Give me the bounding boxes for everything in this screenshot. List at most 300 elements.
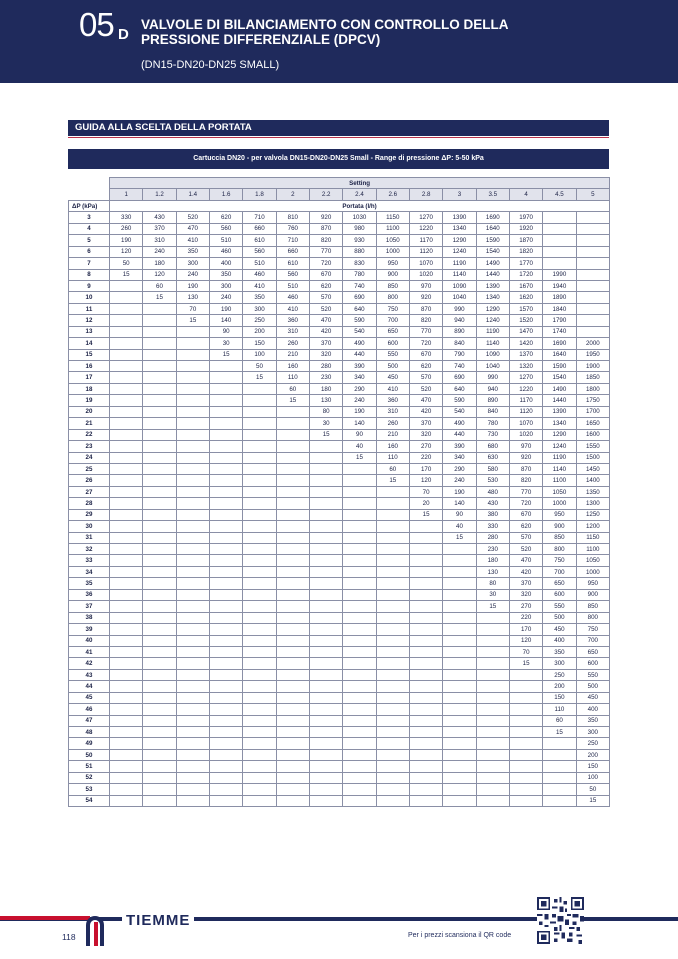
flow-cell: 1920: [509, 223, 542, 234]
flow-cell: [143, 372, 176, 383]
table-row: [69, 727, 610, 738]
flow-cell: 1050: [376, 235, 409, 246]
flow-cell: [443, 555, 476, 566]
flow-cell: 1270: [509, 372, 542, 383]
flow-cell: [209, 509, 242, 520]
flow-cell: [209, 532, 242, 543]
flow-cell: 1590: [543, 361, 576, 372]
flow-cell: 610: [243, 235, 276, 246]
flow-cell: [209, 544, 242, 555]
flow-cell: 50: [243, 361, 276, 372]
table-row: [69, 795, 610, 806]
flow-cell: [409, 749, 442, 760]
flow-cell: [409, 692, 442, 703]
flow-cell: 900: [543, 521, 576, 532]
flow-cell: [376, 578, 409, 589]
flow-cell: 740: [443, 361, 476, 372]
flow-cell: 880: [343, 246, 376, 257]
flow-cell: [476, 669, 509, 680]
flow-cell: 420: [409, 406, 442, 417]
table-row: [69, 646, 610, 657]
flow-cell: 220: [409, 452, 442, 463]
flow-cell: 410: [376, 383, 409, 394]
setting-header-cell: 1.8: [243, 189, 276, 200]
flow-cell: 1390: [476, 280, 509, 291]
flow-cell: [143, 669, 176, 680]
table-row: [69, 315, 610, 326]
flow-cell: [276, 772, 309, 783]
flow-cell: 1390: [443, 212, 476, 223]
flow-cell: [243, 727, 276, 738]
table-row: [69, 601, 610, 612]
flow-cell: 840: [443, 338, 476, 349]
flow-cell: [343, 669, 376, 680]
flow-cell: [409, 624, 442, 635]
dp-cell: 8: [69, 269, 110, 280]
dp-cell: 14: [69, 338, 110, 349]
flow-cell: 210: [276, 349, 309, 360]
flow-cell: [143, 361, 176, 372]
flow-cell: [209, 361, 242, 372]
flow-cell: [143, 601, 176, 612]
flow-cell: [143, 452, 176, 463]
flow-cell: [443, 784, 476, 795]
flow-cell: [376, 601, 409, 612]
dp-cell: 39: [69, 624, 110, 635]
flow-cell: 810: [276, 212, 309, 223]
flow-cell: [176, 601, 209, 612]
flow-cell: [376, 658, 409, 669]
title-line-1: VALVOLE DI BILANCIAMENTO CON CONTROLLO DELLA: [141, 17, 509, 32]
dp-cell: 3: [69, 212, 110, 223]
flow-cell: [509, 727, 542, 738]
flow-cell: [176, 361, 209, 372]
flow-cell: [209, 601, 242, 612]
flow-cell: [209, 406, 242, 417]
flow-cell: [343, 784, 376, 795]
flow-cell: 540: [343, 326, 376, 337]
flow-cell: [376, 681, 409, 692]
dp-cell: 35: [69, 578, 110, 589]
flow-cell: 170: [409, 463, 442, 474]
flow-cell: 70: [176, 303, 209, 314]
flow-cell: [376, 589, 409, 600]
flow-cell: 890: [443, 326, 476, 337]
flow-cell: 15: [309, 429, 342, 440]
flow-cell: [576, 246, 610, 257]
dp-cell: 4: [69, 223, 110, 234]
flow-cell: 30: [309, 418, 342, 429]
flow-cell: [276, 544, 309, 555]
flow-cell: 1870: [509, 235, 542, 246]
flow-cell: [176, 624, 209, 635]
flow-cell: [143, 635, 176, 646]
flow-cell: [443, 601, 476, 612]
flow-cell: [576, 315, 610, 326]
flow-cell: [243, 578, 276, 589]
setting-header-cell: 2.2: [309, 189, 342, 200]
table-row: [69, 349, 610, 360]
table-row: [69, 372, 610, 383]
flow-cell: 60: [543, 715, 576, 726]
flow-cell: [143, 589, 176, 600]
flow-cell: 820: [309, 235, 342, 246]
setting-header-cell: 1.2: [143, 189, 176, 200]
flow-cell: 1890: [543, 292, 576, 303]
flow-cell: [309, 749, 342, 760]
flow-cell: 1340: [443, 223, 476, 234]
flow-cell: [143, 429, 176, 440]
flow-cell: [576, 292, 610, 303]
flow-cell: [243, 681, 276, 692]
flow-cell: 870: [509, 463, 542, 474]
flow-cell: 140: [443, 498, 476, 509]
flow-cell: 720: [409, 338, 442, 349]
flow-cell: 1640: [476, 223, 509, 234]
flow-cell: 460: [243, 269, 276, 280]
flow-cell: [509, 704, 542, 715]
flow-cell: [110, 280, 143, 291]
flow-cell: 1120: [509, 406, 542, 417]
flow-cell: 490: [343, 338, 376, 349]
flow-cell: [509, 772, 542, 783]
flow-cell: [376, 544, 409, 555]
flow-cell: [110, 578, 143, 589]
table-row: [69, 738, 610, 749]
flow-cell: 390: [343, 361, 376, 372]
flow-cell: [376, 795, 409, 806]
flow-cell: [309, 498, 342, 509]
flow-cell: 1070: [509, 418, 542, 429]
flow-cell: [276, 669, 309, 680]
flow-cell: 1140: [543, 463, 576, 474]
flow-cell: [443, 544, 476, 555]
flow-cell: 1220: [409, 223, 442, 234]
flow-cell: 680: [476, 441, 509, 452]
flow-cell: 15: [376, 475, 409, 486]
flow-cell: [276, 589, 309, 600]
flow-cell: [176, 521, 209, 532]
table-row: [69, 521, 610, 532]
flow-cell: [276, 727, 309, 738]
qr-code-icon[interactable]: [537, 897, 584, 944]
flow-cell: 260: [276, 338, 309, 349]
dp-cell: 49: [69, 738, 110, 749]
dp-cell: 52: [69, 772, 110, 783]
flow-cell: 1290: [476, 303, 509, 314]
flow-cell: [209, 521, 242, 532]
flow-cell: 40: [443, 521, 476, 532]
dp-cell: 40: [69, 635, 110, 646]
flow-cell: [209, 372, 242, 383]
flow-cell: [209, 589, 242, 600]
flow-cell: 560: [243, 246, 276, 257]
flow-cell: [343, 612, 376, 623]
flow-cell: [309, 555, 342, 566]
flow-cell: [110, 338, 143, 349]
flow-cell: [110, 498, 143, 509]
flow-cell: 570: [409, 372, 442, 383]
dp-cell: 15: [69, 349, 110, 360]
flow-cell: 870: [309, 223, 342, 234]
flow-cell: [110, 463, 143, 474]
flow-cell: 20: [409, 498, 442, 509]
setting-header-cell: 2.4: [343, 189, 376, 200]
flow-cell: 100: [576, 772, 610, 783]
dp-cell: 30: [69, 521, 110, 532]
flow-cell: [176, 635, 209, 646]
flow-cell: [176, 727, 209, 738]
table-row: [69, 463, 610, 474]
flow-cell: 700: [576, 635, 610, 646]
flow-cell: [409, 795, 442, 806]
flow-cell: 15: [243, 372, 276, 383]
flow-cell: [176, 509, 209, 520]
flow-cell: [209, 612, 242, 623]
flow-cell: [110, 624, 143, 635]
setting-label: Setting: [110, 178, 610, 189]
flow-cell: [243, 749, 276, 760]
flow-cell: [243, 429, 276, 440]
flow-cell: [110, 612, 143, 623]
flow-cell: [376, 715, 409, 726]
flow-cell: [409, 532, 442, 543]
flow-cell: [110, 292, 143, 303]
table-row: [69, 292, 610, 303]
flow-cell: 1750: [576, 395, 610, 406]
flow-cell: 200: [243, 326, 276, 337]
flow-cell: [110, 669, 143, 680]
flow-cell: 280: [476, 532, 509, 543]
flow-cell: 1340: [543, 418, 576, 429]
flow-cell: 180: [143, 258, 176, 269]
flow-cell: [409, 658, 442, 669]
flow-cell: 1550: [576, 441, 610, 452]
flow-cell: 160: [276, 361, 309, 372]
flow-cell: [243, 463, 276, 474]
dp-cell: 42: [69, 658, 110, 669]
flow-cell: 670: [509, 509, 542, 520]
flow-cell: [543, 212, 576, 223]
flow-cell: [509, 715, 542, 726]
flow-cell: [209, 738, 242, 749]
flow-cell: [110, 692, 143, 703]
flow-cell: 900: [576, 589, 610, 600]
setting-header-cell: 2: [276, 189, 309, 200]
flow-cell: [376, 772, 409, 783]
setting-header-cell: 1.4: [176, 189, 209, 200]
flow-cell: [376, 646, 409, 657]
flow-cell: [176, 555, 209, 566]
table-row: [69, 223, 610, 234]
flow-cell: [309, 795, 342, 806]
table-row: [69, 589, 610, 600]
flow-cell: 110: [543, 704, 576, 715]
flow-cell: 570: [309, 292, 342, 303]
flow-cell: 440: [443, 429, 476, 440]
flow-cell: [110, 795, 143, 806]
qr-caption: Per i prezzi scansiona il QR code: [408, 932, 512, 939]
flow-cell: [209, 772, 242, 783]
flow-cell: [143, 715, 176, 726]
flow-cell: [243, 521, 276, 532]
flow-cell: [176, 544, 209, 555]
flow-cell: [276, 692, 309, 703]
flow-cell: [476, 658, 509, 669]
flow-cell: 920: [309, 212, 342, 223]
flow-cell: 15: [176, 315, 209, 326]
flow-cell: [209, 441, 242, 452]
table-row: [69, 578, 610, 589]
flow-cell: [343, 658, 376, 669]
flow-cell: [209, 383, 242, 394]
flow-cell: [176, 761, 209, 772]
flow-cell: 120: [509, 635, 542, 646]
flow-cell: [409, 601, 442, 612]
flow-cell: [543, 235, 576, 246]
dp-cell: 10: [69, 292, 110, 303]
flow-cell: [443, 635, 476, 646]
flow-cell: 710: [276, 235, 309, 246]
flow-cell: 250: [243, 315, 276, 326]
flow-cell: 1220: [509, 383, 542, 394]
table-row: [69, 395, 610, 406]
flow-cell: 1840: [543, 303, 576, 314]
flow-cell: [110, 601, 143, 612]
flow-cell: 360: [376, 395, 409, 406]
flow-cell: [276, 601, 309, 612]
flow-cell: [309, 658, 342, 669]
flow-cell: 670: [309, 269, 342, 280]
setting-header-cell: 5: [576, 189, 610, 200]
flow-cell: 1670: [509, 280, 542, 291]
flow-cell: 1190: [443, 258, 476, 269]
flow-cell: 850: [576, 601, 610, 612]
flow-cell: 310: [376, 406, 409, 417]
table-title: Cartuccia DN20 - per valvola DN15-DN20-DN25 Small - Range di pressione ΔP: 5-50 kPa: [68, 149, 609, 169]
flow-cell: [543, 784, 576, 795]
flow-cell: 430: [143, 212, 176, 223]
flow-cell: [209, 486, 242, 497]
flow-cell: 410: [276, 303, 309, 314]
flow-cell: [476, 749, 509, 760]
flow-cell: [309, 589, 342, 600]
flow-cell: [576, 303, 610, 314]
flow-cell: [276, 784, 309, 795]
flow-cell: [209, 635, 242, 646]
flow-cell: [243, 612, 276, 623]
flow-cell: 1000: [543, 498, 576, 509]
flow-cell: 450: [543, 624, 576, 635]
flow-cell: 400: [543, 635, 576, 646]
table-row: [69, 486, 610, 497]
table-row: [69, 235, 610, 246]
flow-cell: [110, 303, 143, 314]
flow-cell: 660: [243, 223, 276, 234]
table-row: [69, 361, 610, 372]
flow-cell: 160: [376, 441, 409, 452]
flow-cell: [143, 418, 176, 429]
flow-cell: 470: [509, 555, 542, 566]
flow-cell: 800: [376, 292, 409, 303]
flow-cell: 1040: [443, 292, 476, 303]
flow-cell: [243, 418, 276, 429]
flow-cell: [110, 566, 143, 577]
flow-cell: [110, 749, 143, 760]
flow-cell: [409, 715, 442, 726]
flow-cell: [176, 749, 209, 760]
flow-cell: 150: [543, 692, 576, 703]
flow-cell: [143, 406, 176, 417]
table-row: [69, 555, 610, 566]
flow-cell: 70: [409, 486, 442, 497]
flow-cell: 15: [476, 601, 509, 612]
flow-cell: 120: [110, 246, 143, 257]
flow-cell: [476, 761, 509, 772]
flow-cell: [143, 326, 176, 337]
flow-cell: [276, 441, 309, 452]
flow-cell: 1170: [409, 235, 442, 246]
flow-cell: 190: [110, 235, 143, 246]
flow-cell: 140: [209, 315, 242, 326]
flow-cell: [276, 532, 309, 543]
flow-cell: 520: [409, 383, 442, 394]
flow-cell: [243, 589, 276, 600]
flow-cell: [443, 669, 476, 680]
flow-cell: [176, 692, 209, 703]
flow-cell: 290: [343, 383, 376, 394]
flow-cell: [309, 463, 342, 474]
flow-cell: 1350: [576, 486, 610, 497]
flow-cell: [343, 772, 376, 783]
flow-cell: 15: [543, 727, 576, 738]
flow-cell: 510: [209, 235, 242, 246]
flow-cell: [110, 395, 143, 406]
flow-cell: 420: [309, 326, 342, 337]
flow-cell: 780: [476, 418, 509, 429]
flow-cell: 1140: [476, 338, 509, 349]
flow-cell: [110, 521, 143, 532]
flow-cell: [276, 418, 309, 429]
flow-cell: 270: [409, 441, 442, 452]
flow-cell: [343, 681, 376, 692]
flow-cell: 110: [276, 372, 309, 383]
flow-cell: [343, 498, 376, 509]
section-divider: [68, 137, 609, 138]
flow-cell: [443, 612, 476, 623]
flow-cell: [276, 681, 309, 692]
flow-cell: [176, 475, 209, 486]
flow-cell: 1120: [409, 246, 442, 257]
flow-cell: 370: [143, 223, 176, 234]
flow-cell: 470: [176, 223, 209, 234]
flow-cell: 1190: [543, 452, 576, 463]
flow-cell: 1700: [576, 406, 610, 417]
flow-cell: [443, 624, 476, 635]
flow-cell: 1300: [576, 498, 610, 509]
flow-cell: 110: [376, 452, 409, 463]
flow-cell: [343, 532, 376, 543]
flow-cell: 1500: [576, 452, 610, 463]
dp-cell: 13: [69, 326, 110, 337]
flow-cell: [343, 715, 376, 726]
flow-cell: [276, 463, 309, 474]
flow-cell: [110, 544, 143, 555]
logo-mark-accent: [94, 922, 98, 946]
flow-cell: [309, 669, 342, 680]
flow-cell: 770: [409, 326, 442, 337]
dp-cell: 24: [69, 452, 110, 463]
